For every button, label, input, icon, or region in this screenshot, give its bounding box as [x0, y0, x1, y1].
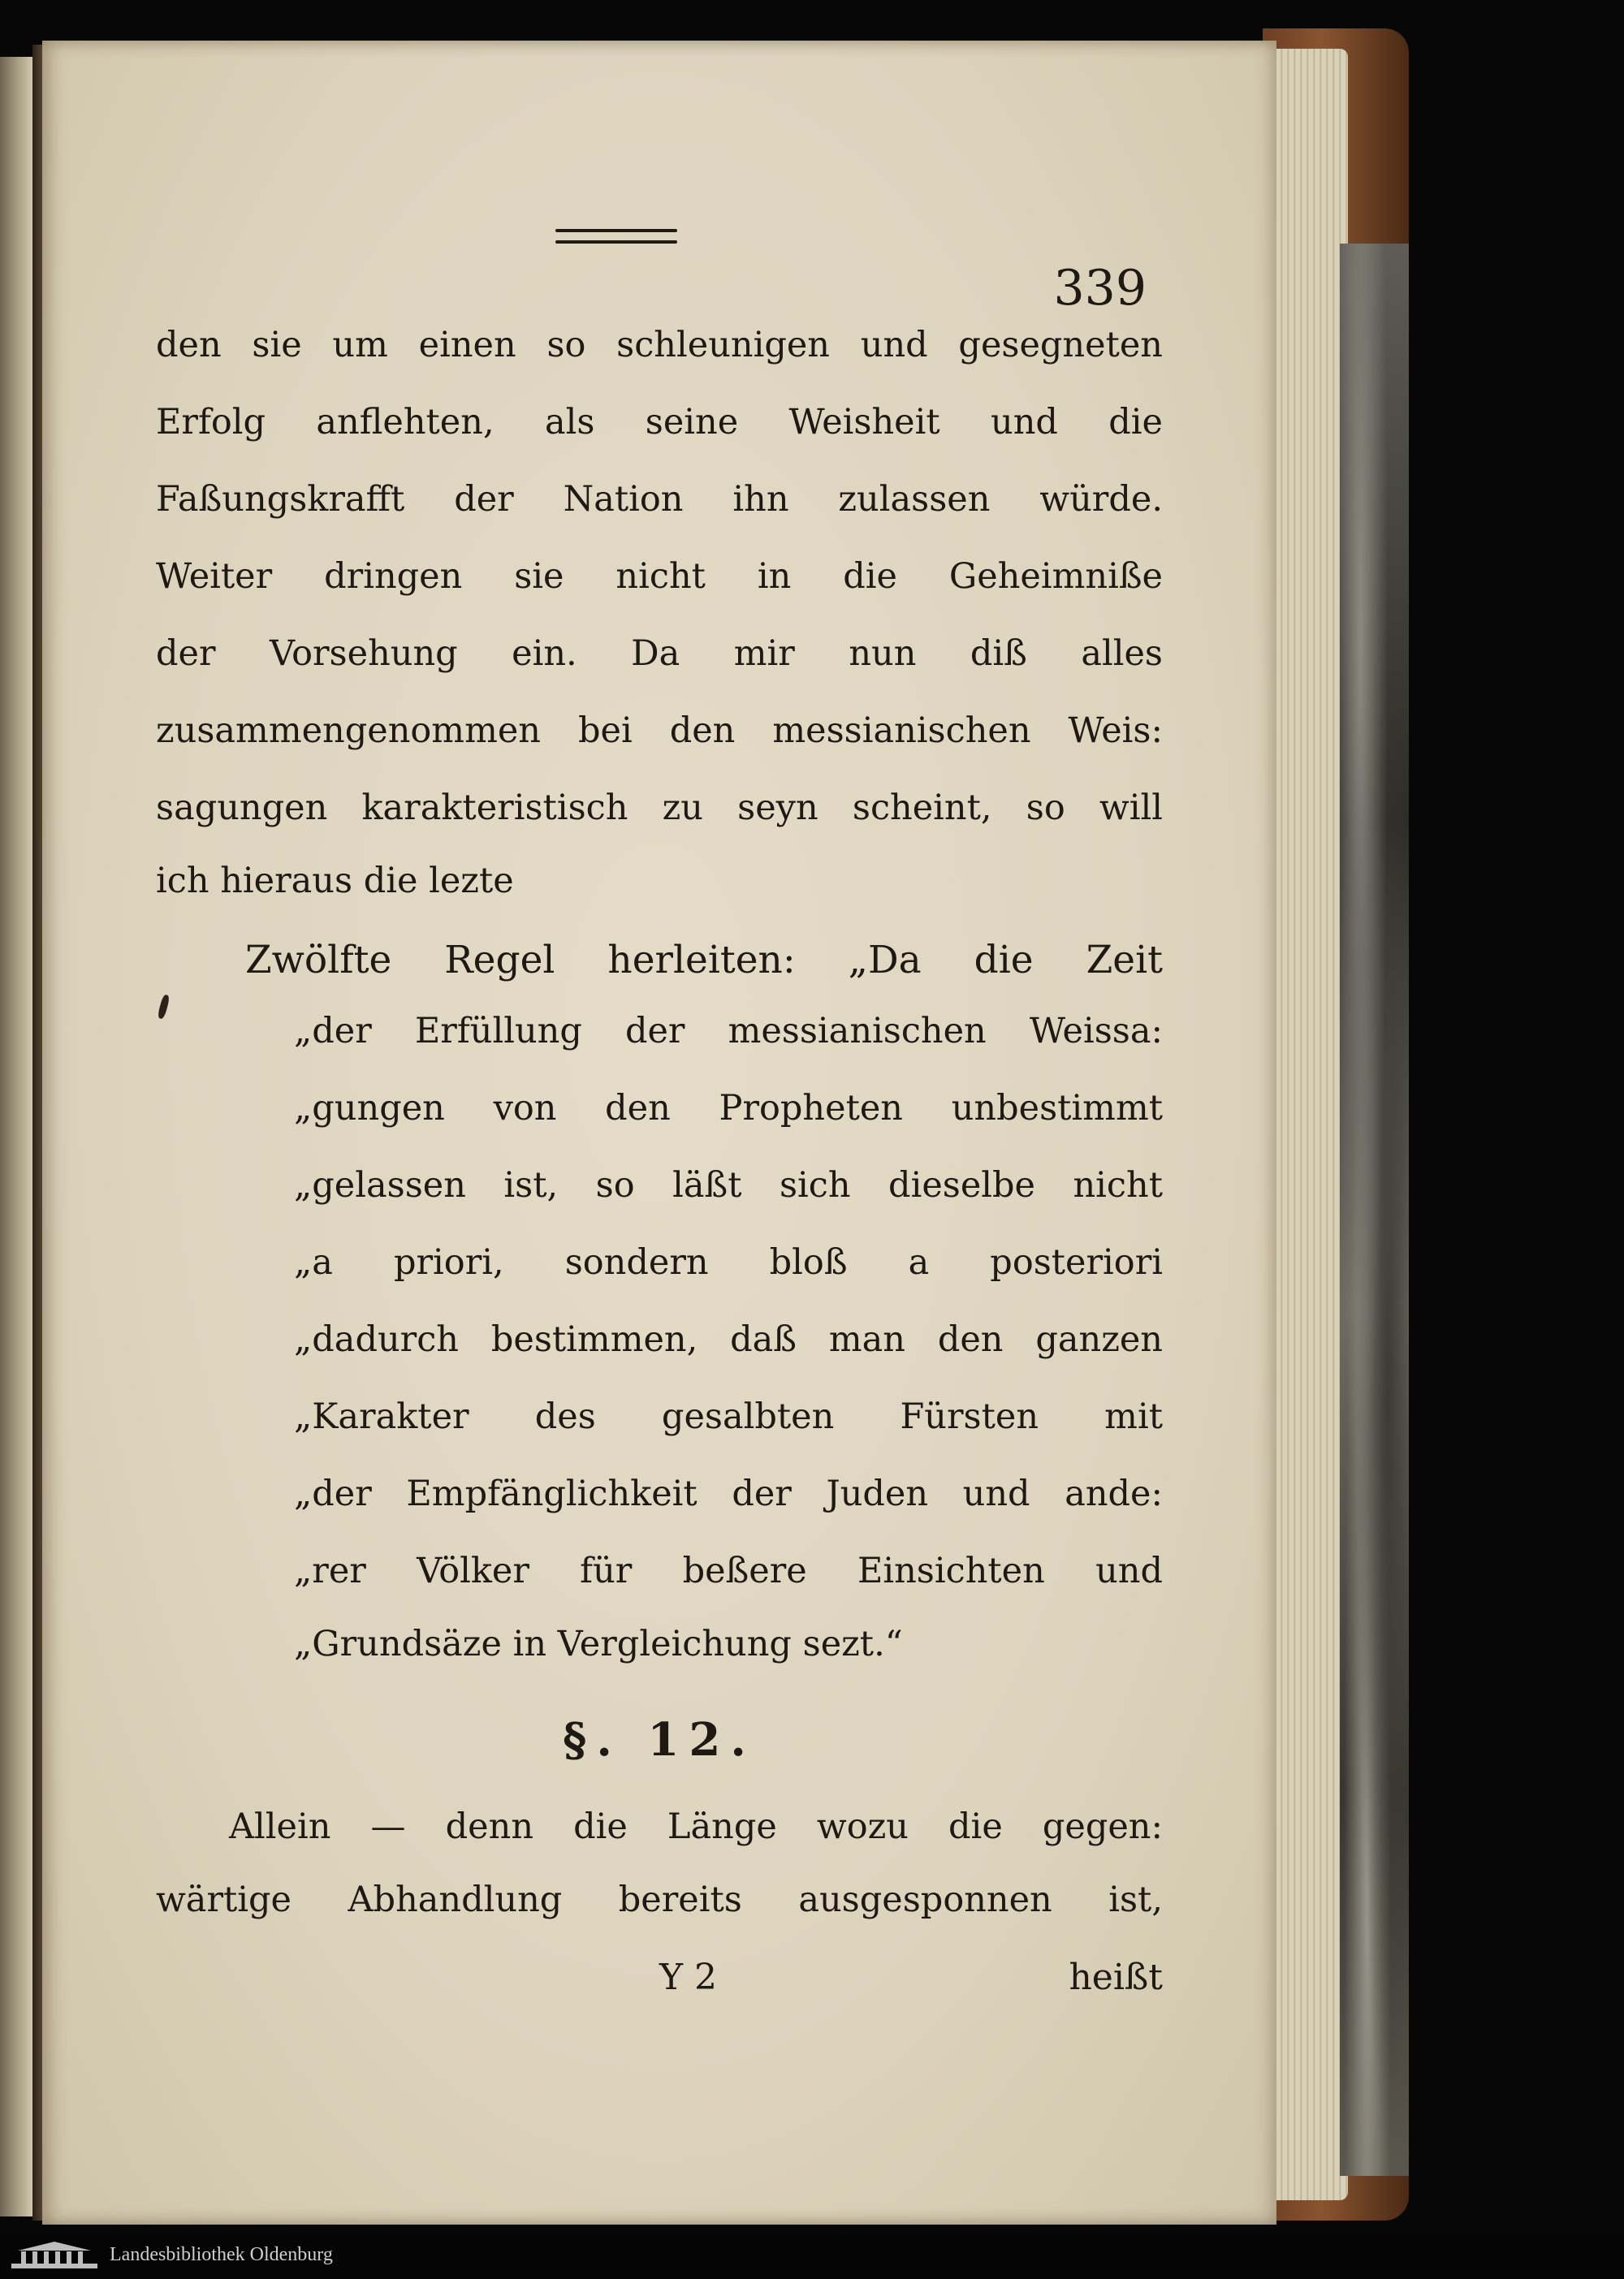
- rule-line: „a priori, sondern bloß a posteriori: [294, 1242, 1163, 1283]
- rule-line: „gungen von den Propheten unbestimmt: [294, 1088, 1163, 1129]
- text-line: sagungen karakteristisch zu seyn scheint, so will: [156, 788, 1163, 828]
- library-building-icon: [10, 2239, 99, 2272]
- rule-line: „gelassen ist, so läßt sich dieselbe nicht: [294, 1165, 1163, 1206]
- text-line: zusammengenommen bei den messianischen Weis:: [156, 710, 1163, 751]
- footer-bar: [0, 2233, 1624, 2279]
- book-page: [42, 41, 1276, 2225]
- rule-line: „Karakter des gesalbten Fürsten mit: [294, 1396, 1163, 1437]
- signature-mark: Y 2: [659, 1957, 718, 1998]
- rule-line: „der Empfänglichkeit der Juden und ande:: [294, 1474, 1163, 1514]
- text-line: Allein — denn die Länge wozu die gegen:: [229, 1806, 1163, 1847]
- body-text: [156, 41, 1163, 2152]
- text-line: den sie um einen so schleunigen und gesegneten: [156, 325, 1163, 365]
- text-line: der Vorsehung ein. Da mir nun diß alles: [156, 633, 1163, 674]
- text-line: Erfolg anflehten, als seine Weisheit und die: [156, 402, 1163, 442]
- text-line: wärtige Abhandlung bereits ausgesponnen ist,: [156, 1880, 1163, 1920]
- rule-line: Zwölfte Regel herleiten: „Da die Zeit: [245, 938, 1163, 982]
- rule-line: „rer Völker für beßere Einsichten und: [294, 1551, 1163, 1591]
- rule-line: „der Erfüllung der messianischen Weissa:: [294, 1011, 1163, 1051]
- previous-page-edge: [0, 57, 32, 2216]
- page-number: 339: [1053, 260, 1147, 317]
- page-foot: [156, 1957, 1163, 2014]
- section-heading: §. 12.: [563, 1713, 756, 1767]
- library-name: Landesbibliothek Oldenburg: [110, 2244, 333, 2265]
- marbled-cover-edge: [1340, 244, 1409, 2176]
- text-line: Faßungskrafft der Nation ihn zulassen würde.: [156, 479, 1163, 520]
- rule-line: „Grundsäze in Vergleichung sezt.“: [294, 1624, 903, 1664]
- catchword: heißt: [1069, 1957, 1163, 1998]
- text-line: Weiter dringen sie nicht in die Geheimniße: [156, 556, 1163, 597]
- text-line: ich hieraus die lezte: [156, 861, 514, 901]
- rule-line: „dadurch bestimmen, daß man den ganzen: [294, 1319, 1163, 1360]
